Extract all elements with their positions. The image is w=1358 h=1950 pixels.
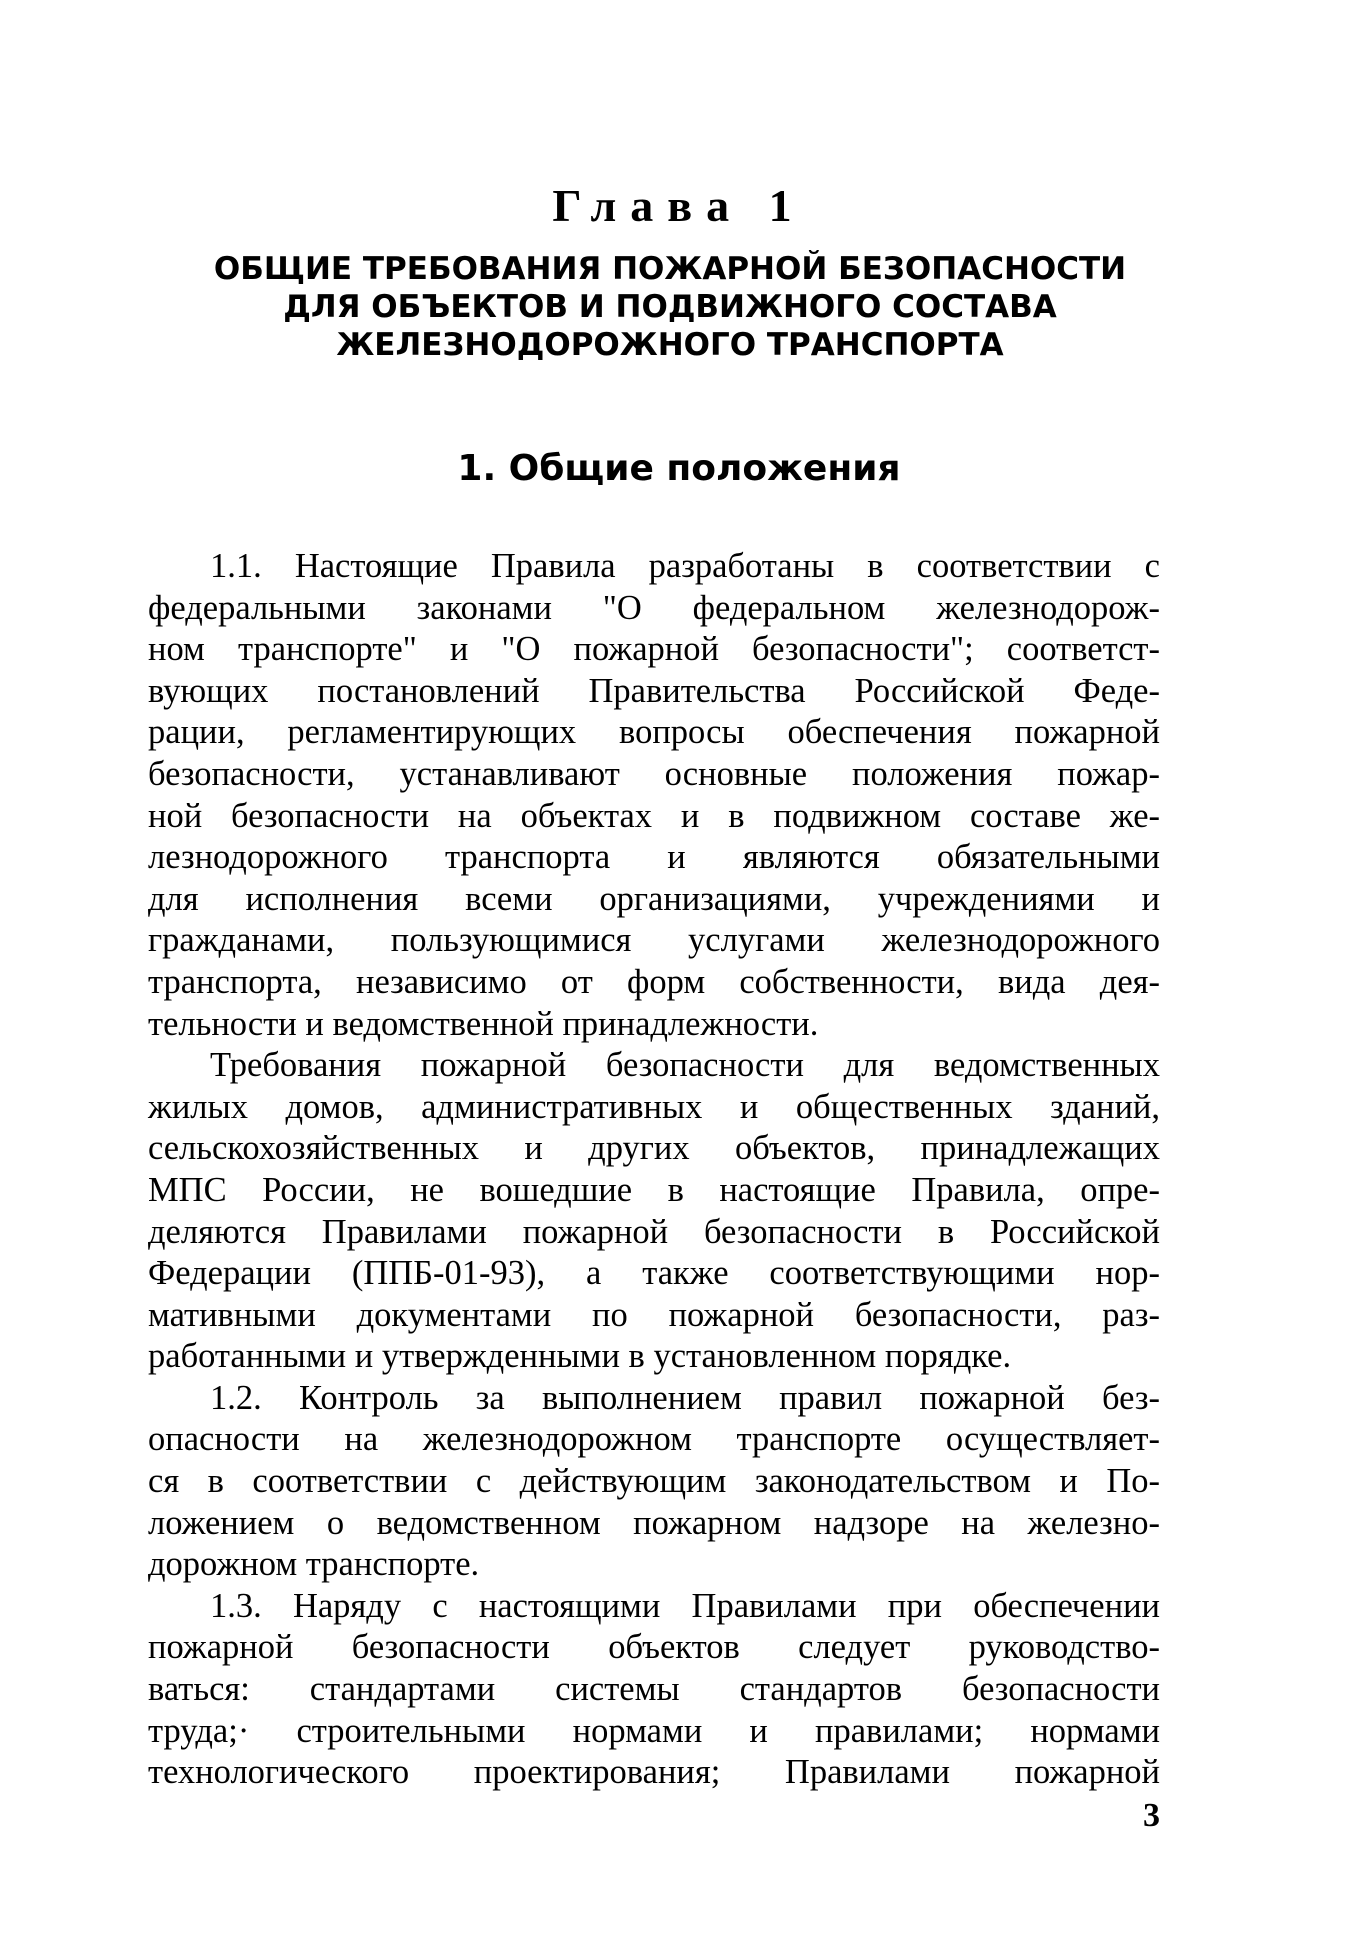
paragraph-line: деляются Правилами пожарной безопасности в Российской (148, 1212, 1160, 1251)
paragraph-line: 1.3. Наряду с настоящими Правилами при обеспечении (210, 1586, 1160, 1625)
paragraph-line: безопасности, устанавливают основные положения пожар- (148, 754, 1160, 793)
paragraph-line: ном транспорте" и "О пожарной безопасности"; соответст- (148, 630, 1160, 669)
paragraph-line: ваться: стандартами системы стандартов безопасности (148, 1670, 1160, 1709)
paragraph-line: 1.1. Настоящие Правила разработаны в соответствии с (210, 547, 1160, 585)
paragraph-line: Федерации (ППБ-01-93), а также соответствующими нор- (148, 1254, 1160, 1293)
paragraph-line: транспорта, независимо от форм собственности, вида дея- (148, 962, 1160, 1001)
paragraph-line: жилых домов, административных и общественных зданий, (148, 1087, 1160, 1126)
chapter-title-line: ЖЕЛЕЗНОДОРОЖНОГО ТРАНСПОРТА (336, 327, 1004, 363)
paragraph-line: для исполнения всеми организациями, учреждениями и (148, 879, 1160, 918)
paragraph-line: гражданами, пользующимися услугами железнодорожного (148, 921, 1160, 960)
paragraph-line: 1.2. Контроль за выполнением правил пожарной без- (210, 1378, 1160, 1417)
paragraph-line: труда;· строительными нормами и правилами; нормами (148, 1711, 1160, 1750)
paragraph-line: технологического проектирования; Правилами пожарной (148, 1753, 1160, 1792)
chapter-title-line: ДЛЯ ОБЪЕКТОВ И ПОДВИЖНОГО СОСТАВА (283, 289, 1057, 325)
paragraph-line: тельности и ведомственной принадлежности. (148, 1004, 819, 1043)
paragraph-line: МПС России, не вошедшие в настоящие Правила, опре- (148, 1170, 1160, 1209)
paragraph-line: вующих постановлений Правительства Российской Феде- (148, 671, 1160, 710)
paragraph-line: ложением о ведомственном пожарном надзоре на железно- (148, 1503, 1160, 1542)
paragraph-line: мативными документами по пожарной безопасности, раз- (148, 1295, 1160, 1334)
page-number: 3 (1143, 1797, 1160, 1834)
paragraph-line: ся в соответствии с действующим законодательством и По- (148, 1462, 1160, 1501)
paragraph-line: пожарной безопасности объектов следует руководство- (148, 1628, 1160, 1667)
section-heading: 1. Общие положения (457, 448, 901, 489)
chapter-title-line: ОБЩИЕ ТРЕБОВАНИЯ ПОЖАРНОЙ БЕЗОПАСНОСТИ (213, 251, 1127, 287)
paragraph-line: опасности на железнодорожном транспорте осуществляет- (148, 1420, 1160, 1459)
paragraph-line: лезнодорожного транспорта и являются обязательными (148, 838, 1160, 877)
paragraph-line: сельскохозяйственных и других объектов, принадлежащих (148, 1129, 1160, 1168)
chapter-title (150, 250, 1190, 364)
paragraph-line: федеральными законами "О федеральном железнодорож- (148, 588, 1160, 627)
paragraph-line: дорожном транспорте. (148, 1545, 480, 1584)
paragraph-line: ной безопасности на объектах и в подвижном составе же- (148, 796, 1160, 835)
paragraph-line: рации, регламентирующих вопросы обеспечения пожарной (148, 713, 1160, 752)
body-text (148, 546, 1160, 1794)
paragraph-line: Требования пожарной безопасности для ведомственных (210, 1046, 1160, 1085)
paragraph-line: работанными и утвержденными в установленном порядке. (148, 1337, 1012, 1376)
chapter-label: Глава 1 (552, 180, 806, 231)
